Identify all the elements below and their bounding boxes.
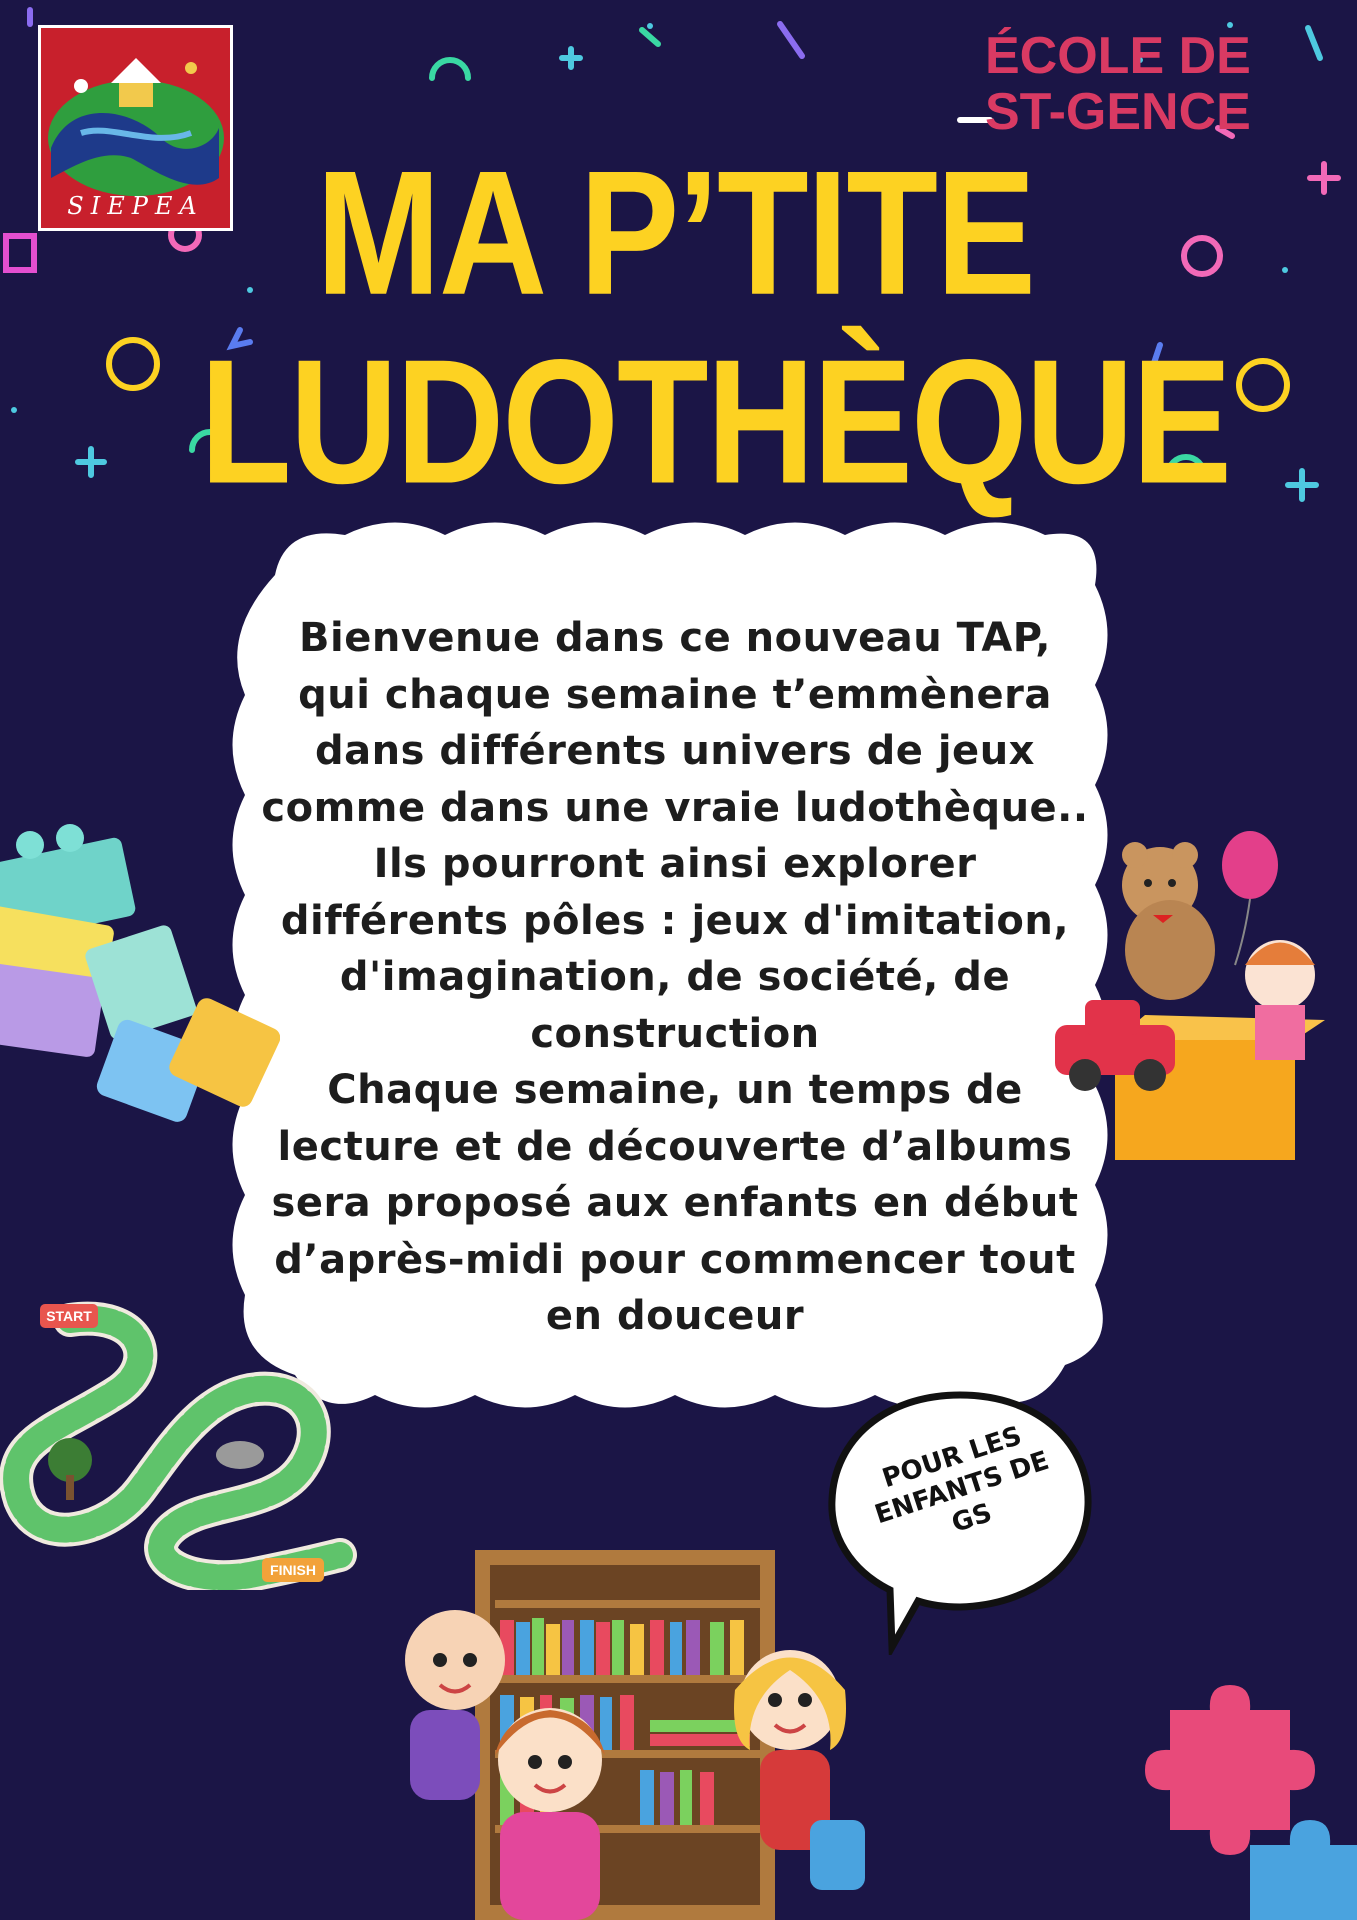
puzzle-piece-icon (1130, 1670, 1357, 1920)
teddy-bear-icon (1122, 842, 1215, 1000)
body-text: Bienvenue dans ce nouveau TAP, qui chaque semaine t’emmènera dans différents univers de jeux comme dans une vraie ludothèque.. Ils pourront ainsi explorer différents pôles : jeux d'imitation, d'imagination, de société, de construction Chaque semaine, un temps de lecture et de découverte d’albums sera proposé aux enfants en début d’après-midi pour commencer tout en douceur (261, 615, 1089, 1339)
board-start-label: START (46, 1308, 92, 1324)
toy-box-icon (1055, 825, 1357, 1185)
page-title: MA P’TITE LUDOTHÈQUE (200, 133, 1230, 521)
bookshelf-icon (380, 1550, 880, 1920)
doll-icon (1245, 940, 1315, 1060)
board-game-icon (0, 1300, 360, 1590)
school-name: ÉCOLE DE ST-GENCE (985, 27, 1251, 141)
bubble-text: POUR LES ENFANTS DE GS (871, 1420, 1053, 1539)
logo-label: SIEPEA (67, 192, 204, 220)
board-finish-label: FINISH (270, 1562, 316, 1578)
building-blocks-icon (0, 820, 280, 1130)
